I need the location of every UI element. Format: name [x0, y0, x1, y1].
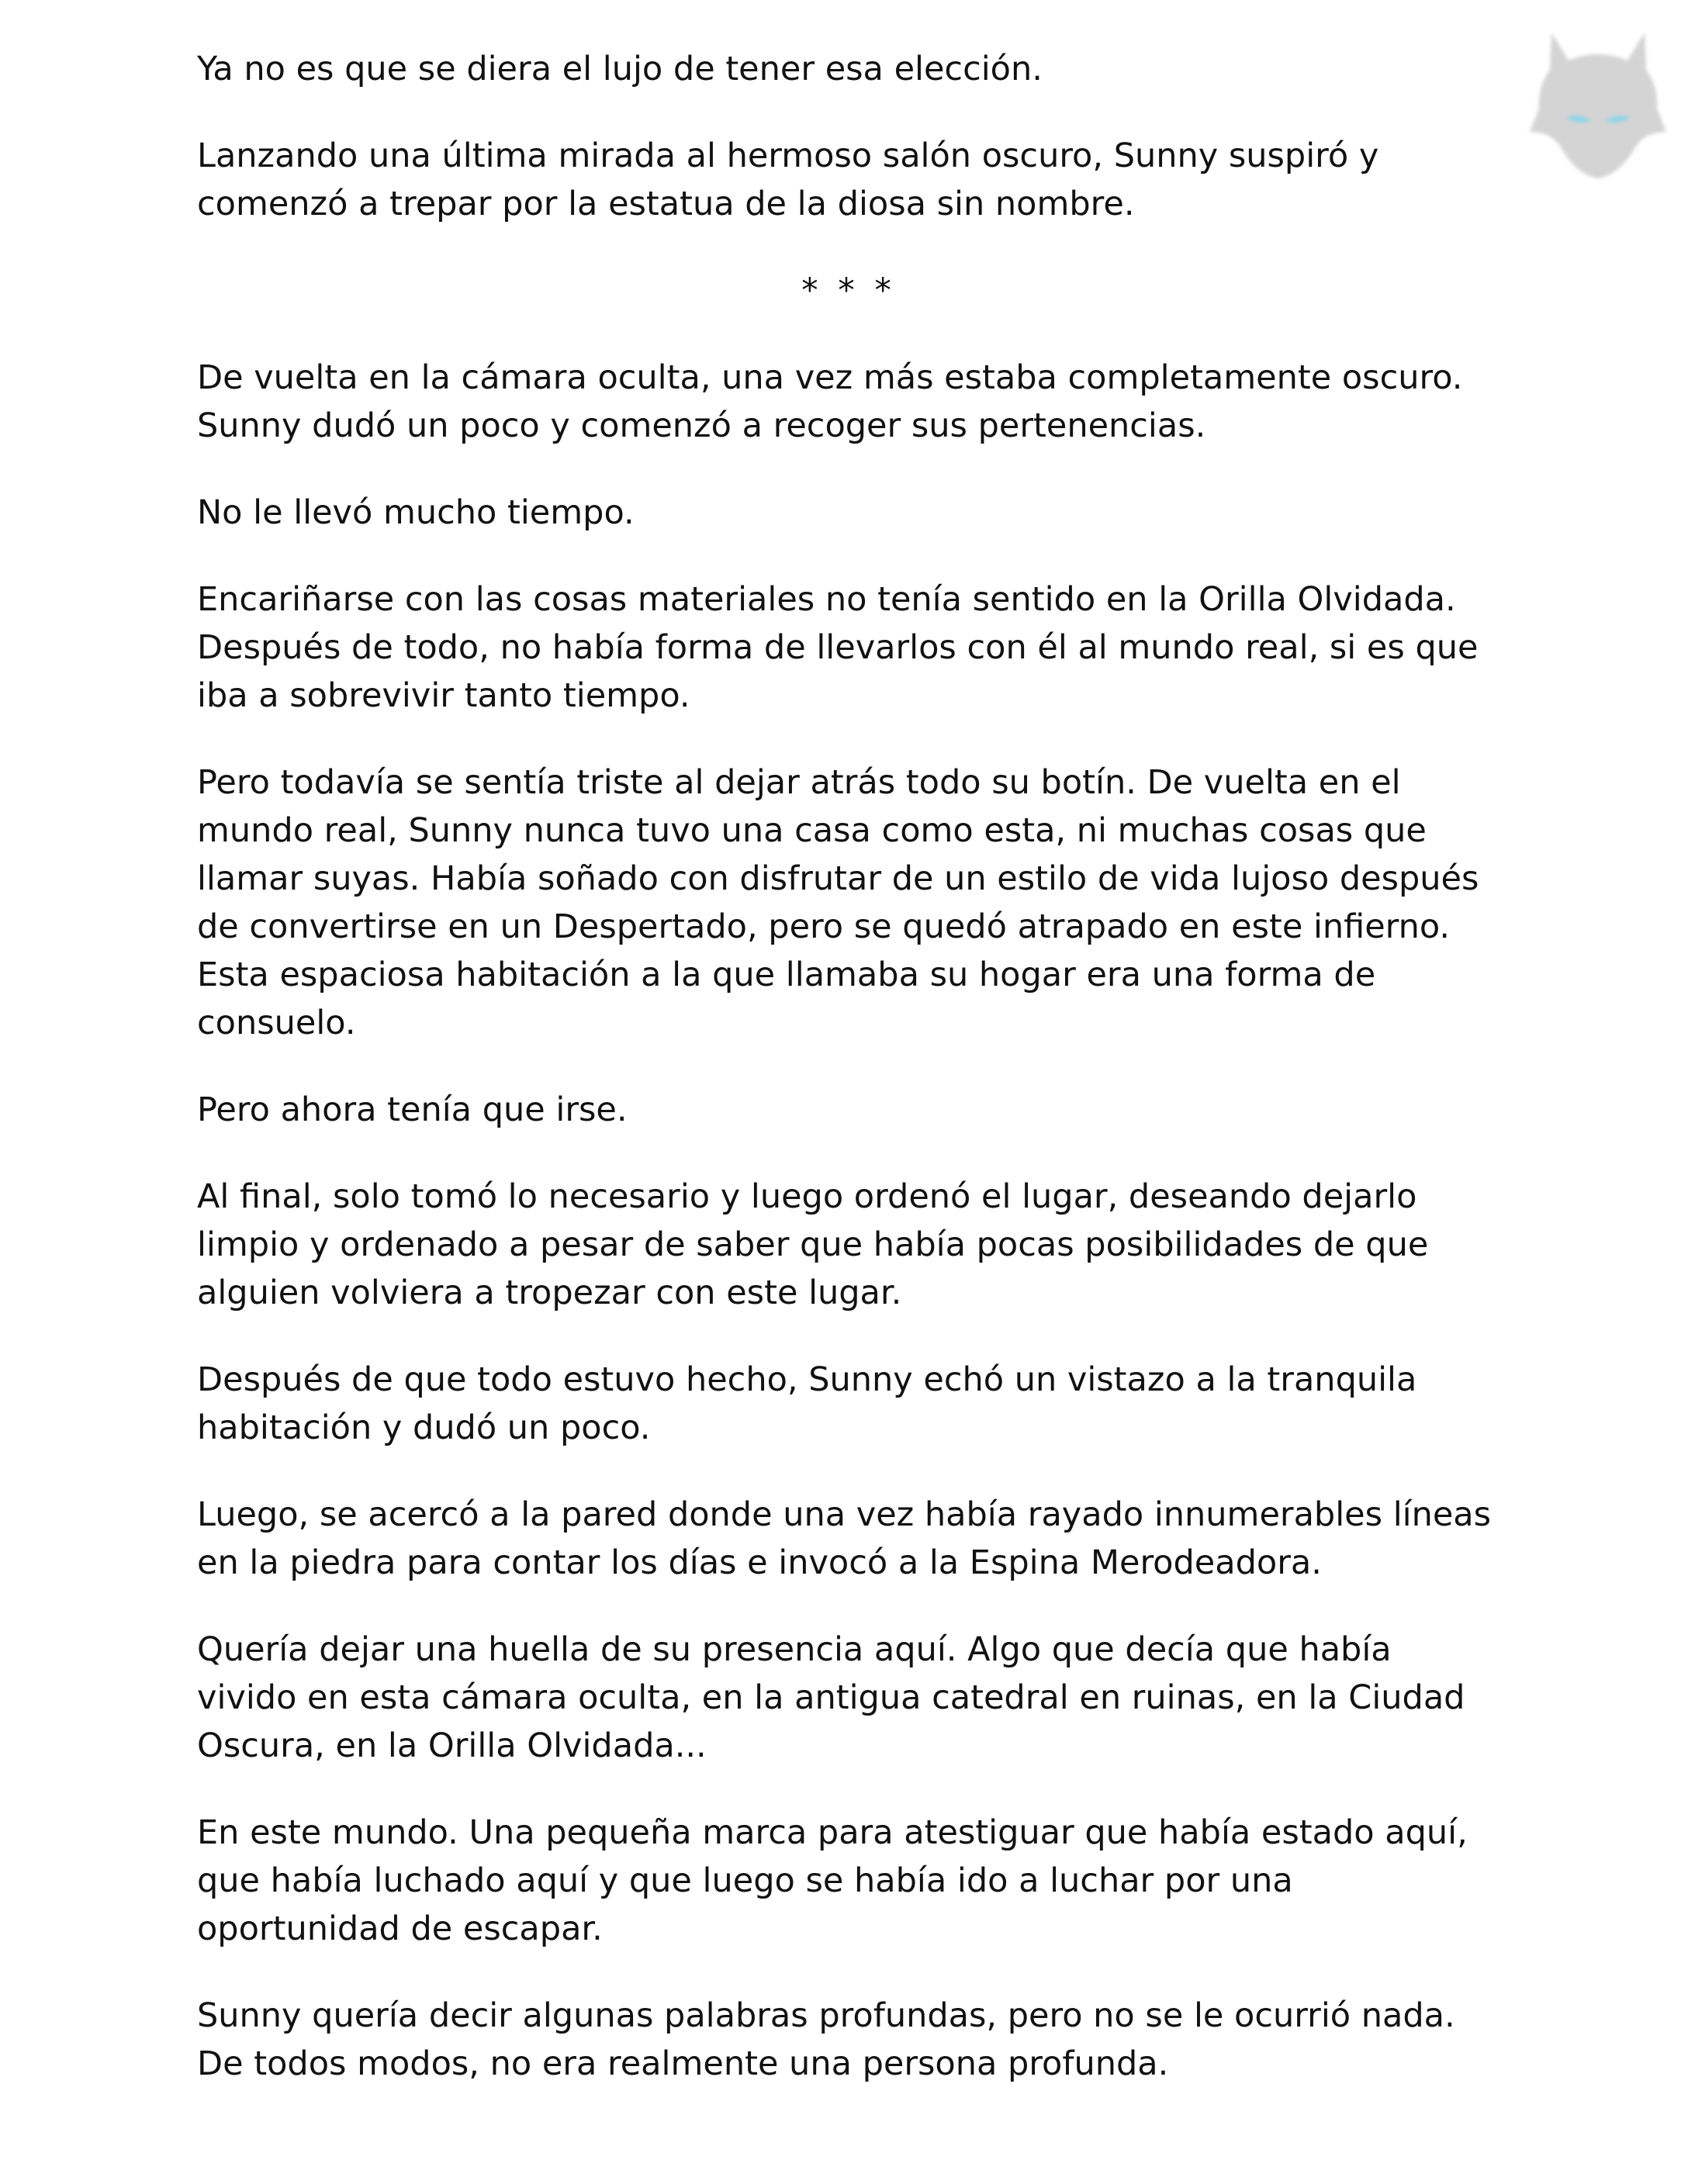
paragraph: Quería dejar una huella de su presencia aquí. Algo que decía que había vivido en esta cámara oculta, en la antigua catedral en ruinas, en la Ciudad Oscura, en la Orilla Olvidada... [197, 1630, 1465, 1765]
paragraph: Lanzando una última mirada al hermoso salón oscuro, Sunny suspiró y comenzó a trepar por la estatua de la diosa sin nombre. [197, 136, 1379, 223]
paragraph: No le llevó mucho tiempo. [197, 493, 635, 532]
paragraph: Ya no es que se diera el lujo de tener esa elección. [197, 50, 1043, 88]
paragraph: Pero todavía se sentía triste al dejar atrás todo su botín. De vuelta en el mundo real, Sunny nunca tuvo una casa como esta, ni muchas cosas que llamar suyas. Había soñado con disfrutar de un estilo de vida lujoso después de convertirse en un Despertado, pero se quedó atrapado en este infierno. Esta espaciosa habitación a la que llamaba su hogar era una forma de consuelo. [197, 763, 1479, 1042]
paragraph: Pero ahora tenía que irse. [197, 1090, 628, 1129]
paragraph: De vuelta en la cámara oculta, una vez más estaba completamente oscuro. Sunny dudó un poco y comenzó a recoger sus pertenencias. [197, 358, 1463, 445]
paragraph: Luego, se acercó a la pared donde una vez había rayado innumerables líneas en la piedra para contar los días e invocó a la Espina Merodeadora. [197, 1495, 1492, 1582]
paragraph: Sunny quería decir algunas palabras profundas, pero no se le ocurrió nada. De todos modos, no era realmente una persona profunda. [197, 1996, 1455, 2083]
paragraph: En este mundo. Una pequeña marca para atestiguar que había estado aquí, que había luchado aquí y que luego se había ido a luchar por una oportunidad de escapar. [197, 1813, 1468, 1948]
paragraph: Después de que todo estuvo hecho, Sunny echó un vistazo a la tranquila habitación y dudó un poco. [197, 1360, 1417, 1447]
document-body [197, 45, 1500, 2127]
paragraph: Encariñarse con las cosas materiales no tenía sentido en la Orilla Olvidada. Después de todo, no había forma de llevarlos con él al mundo real, si es que iba a sobrevivir tanto tiempo. [197, 580, 1479, 715]
demon-head-icon [1520, 16, 1676, 186]
scene-separator: * * * [801, 271, 896, 310]
paragraph: Al final, solo tomó lo necesario y luego ordenó el lugar, deseando dejarlo limpio y ordenado a pesar de saber que había pocas posibilidades de que alguien volviera a tropezar con este lugar. [197, 1177, 1429, 1312]
